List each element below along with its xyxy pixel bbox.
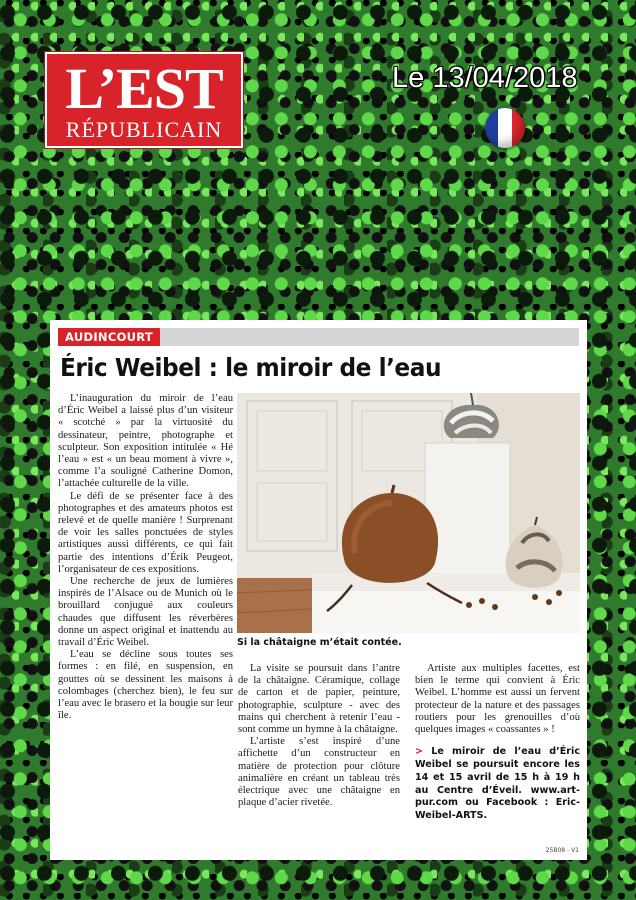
logo-title: L’EST: [65, 56, 223, 121]
article-headline: Éric Weibel : le miroir de l’eau: [60, 353, 442, 382]
paragraph: L’inauguration du miroir de l’eau d’Éric Weibel a laissé plus d’un visiteur « scotché » par la virtuosité du dessinateur, peintre, photographe et sculpteur. Son exposition intitulée « Hé l’eau » est « un beau moment à vivre », comme l’a souligné Catherine Domon, l’attachée culturelle de la ville.: [58, 393, 233, 490]
article-photo: [237, 393, 580, 633]
arrow-icon: >: [415, 746, 424, 758]
photo-caption: Si la châtaigne m’était contée.: [237, 637, 402, 648]
column-1: [58, 393, 233, 722]
paragraph: La visite se poursuit dans l’antre de la châtaigne. Céramique, collage de carton et de papier, peinture, photographie, sculpture - avec des mains qui cherchent à retenir l’eau - sont comme un hymne à la châtaigne.: [238, 663, 400, 736]
article-body: [58, 393, 579, 854]
chestnut-sculptures-photo: [237, 393, 580, 633]
paragraph: L’artiste s’est inspiré d’une affichette d’un constructeur en matière de protection pour clôture animalière en créant un tableau très électrique avec une châtaigne en plaque d’acier rivetée.: [238, 736, 400, 809]
page-reference: 25B08 - V1: [545, 847, 579, 854]
paragraph: Artiste aux multiples facettes, est bien le terme qui convient à Éric Weibel. L’homme est aussi un fervent protecteur de la nature et des passages routiers pour les grenouilles d’où quelques images « coassantes » !: [415, 663, 580, 736]
paragraph: L’eau se décline sous toutes ses formes : en filé, en suspension, en gouttes où se dessinent les maisons à colombages (cherchez bien), le feu sur l’eau avec le brasero et la bougie sur leur île.: [58, 649, 233, 722]
event-info: [415, 746, 580, 823]
kicker-bar: [58, 328, 579, 346]
column-2: [238, 663, 400, 809]
newspaper-logo: [45, 52, 243, 148]
section-kicker: AUDINCOURT: [58, 328, 160, 346]
france-flag-icon: [485, 108, 525, 148]
paragraph: Une recherche de jeux de lumières inspirés de l’Alsace ou de Munich où le brouillard conjugué aux couleurs chaudes que diffusent les réverbères donne un aspect original et inattendu au travail d’Éric Weibel.: [58, 576, 233, 649]
column-3: [415, 663, 580, 823]
paragraph: Le défi de se présenter face à des photographes et des amateurs photos est relevé et de quelle manière ! Surprenant de voir les salles ponctuées de styles artistiques aussi différents, ce qui fait partie des intentions d’Érik Peugeot, l’organisateur de ces expositions.: [58, 490, 233, 575]
logo-subtitle: RÉPUBLICAIN: [65, 117, 223, 142]
article-clipping: [50, 320, 587, 860]
date-stamp: Le 13/04/2018: [392, 62, 578, 94]
event-info-text: Le miroir de l’eau d’Éric Weibel se poursuit encore les 14 et 15 avril de 15 h à 19 h au Centre d’Éveil. www.art-pur.com ou Facebook : Eric-Weibel-ARTS.: [415, 746, 581, 822]
